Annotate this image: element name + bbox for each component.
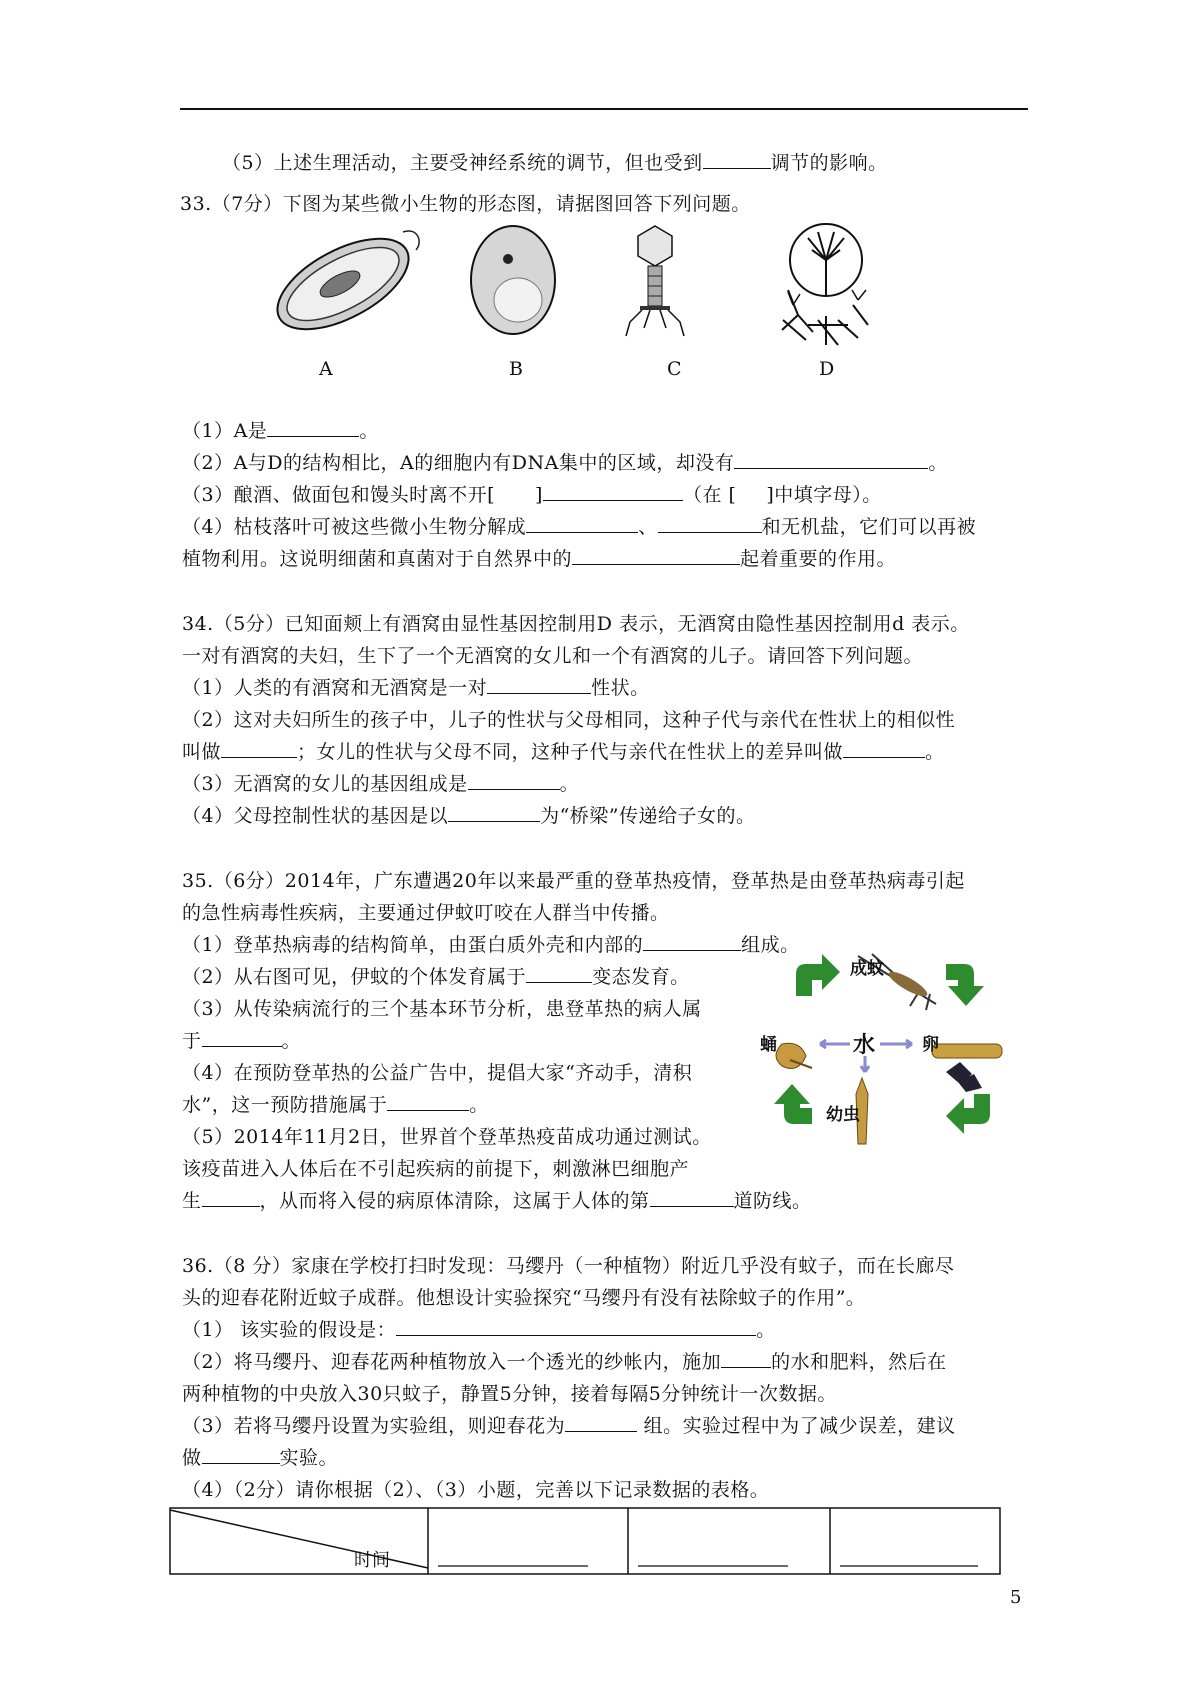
q36-part2: （2）将马缨丹、迎春花两种植物放入一个透光的纱帐内，施加 的水和肥料，然后在 bbox=[182, 1347, 947, 1377]
q35-part1: （1）登革热病毒的结构简单，由蛋白质外壳和内部的 组成。 bbox=[182, 930, 800, 960]
q34-stem-line2: 一对有酒窝的夫妇，生下了一个无酒窝的女儿和一个有酒窝的儿子。请回答下列问题。 bbox=[182, 645, 924, 667]
q34-part3: （3）无酒窝的女儿的基因组成是 。 bbox=[182, 769, 579, 799]
q36-part2-cont: 两种植物的中央放入30只蚊子，静置5分钟，接着每隔5分钟统计一次数据。 bbox=[182, 1383, 837, 1405]
q35-stem-line2: 的急性病毒性疾病，主要通过伊蚊叮咬在人群当中传播。 bbox=[182, 902, 670, 924]
q36-stem-line2: 头的迎春花附近蚊子成群。他想设计实验探究“马缨丹有没有祛除蚊子的作用”。 bbox=[182, 1287, 866, 1309]
egg-icon bbox=[946, 1062, 982, 1092]
q35-part4: （4）在预防登革热的公益广告中，提倡大家“齐动手，清积 bbox=[182, 1062, 693, 1084]
figure-label-d: D bbox=[819, 358, 835, 380]
q34-part1: （1）人类的有酒窝和无酒窝是一对 性状。 bbox=[182, 673, 650, 703]
cycle-arrow-icon bbox=[774, 1084, 812, 1124]
q35-part4-cont: 水”，这一预防措施属于 。 bbox=[182, 1090, 489, 1120]
q33-part4: （4）枯枝落叶可被这些微小生物分解成 、 和无机盐，它们可以再被 bbox=[182, 512, 976, 542]
q36-part3: （3）若将马缨丹设置为实验组，则迎春花为 组。实验过程中为了减少误差，建议 bbox=[182, 1411, 956, 1441]
table-header-time: 时间 bbox=[354, 1550, 390, 1571]
cycle-arrow-icon bbox=[946, 1094, 990, 1134]
yeast-figure bbox=[468, 224, 558, 336]
cycle-arrow-icon bbox=[796, 954, 840, 996]
q36-part3-cont: 做 实验。 bbox=[182, 1443, 338, 1473]
q35-part3-cont: 于 。 bbox=[182, 1026, 301, 1056]
q35-part5: （5）2014年11月2日，世界首个登革热疫苗成功通过测试。 bbox=[182, 1126, 712, 1148]
cycle-label-pupa: 蛹 bbox=[760, 1035, 777, 1055]
figure-label-c: C bbox=[667, 358, 682, 380]
header-rule bbox=[180, 108, 1028, 110]
q34-part2: （2）这对夫妇所生的孩子中，儿子的性状与父母相同，这种子代与亲代在性状上的相似性 bbox=[182, 709, 956, 731]
mosquito-life-cycle-diagram bbox=[760, 944, 1024, 1164]
page-number: 5 bbox=[1010, 1587, 1022, 1608]
q35-part2: （2）从右图可见，伊蚊的个体发育属于 变态发育。 bbox=[182, 962, 690, 992]
q33-part4-cont: 植物利用。这说明细菌和真菌对于自然界中的 起着重要的作用。 bbox=[182, 544, 896, 574]
cycle-label-adult: 成蚊 bbox=[850, 959, 884, 979]
cycle-label-egg: 卵 bbox=[922, 1035, 939, 1055]
q33-stem: 33.（7分）下图为某些微小生物的形态图，请据图回答下列问题。 bbox=[180, 193, 751, 215]
q36-part1: （1） 该实验的假设是： 。 bbox=[182, 1315, 776, 1345]
egg-raft-icon bbox=[932, 1044, 1002, 1058]
q34-part4: （4）父母控制性状的基因是以 为“桥梁”传递给子女的。 bbox=[182, 801, 756, 831]
q35-part5-cont2: 生 ，从而将入侵的病原体清除，这属于人体的第 道防线。 bbox=[182, 1186, 812, 1216]
data-table bbox=[170, 1508, 1002, 1576]
bacterium-figure bbox=[268, 222, 428, 332]
cycle-label-water: 水 bbox=[853, 1033, 876, 1058]
q32-part5: （5）上述生理活动，主要受神经系统的调节，但也受到 调节的影响。 bbox=[222, 148, 888, 178]
q36-part4: （4）（2分）请你根据（2）、（3）小题，完善以下记录数据的表格。 bbox=[182, 1479, 770, 1501]
cycle-arrow-icon bbox=[946, 964, 984, 1006]
q33-part2: （2）A与D的结构相比，A的细胞内有DNA集中的区域，却没有 。 bbox=[182, 448, 948, 478]
q33-part3: （3）酿酒、做面包和馒头时离不开[ ] （在 [ ]中填字母）。 bbox=[182, 480, 882, 510]
figure-label-b: B bbox=[509, 358, 523, 380]
q35-stem-line1: 35.（6分）2014年，广东遭遇20年以来最严重的登革热疫情，登革热是由登革热病毒引起 bbox=[182, 870, 965, 892]
q33-part1: （1）A是 。 bbox=[182, 416, 379, 446]
figure-label-a: A bbox=[319, 358, 333, 380]
q35-part3: （3）从传染病流行的三个基本环节分析，患登革热的病人属 bbox=[182, 998, 702, 1020]
q34-stem-line1: 34.（5分）已知面颊上有酒窝由显性基因控制用D 表示，无酒窝由隐性基因控制用d 表示。 bbox=[182, 613, 970, 635]
cycle-label-larva: 幼虫 bbox=[826, 1105, 860, 1125]
q34-part2-cont: 叫做 ；女儿的性状与父母不同，这种子代与亲代在性状上的差异叫做 。 bbox=[182, 737, 945, 767]
virus-figure bbox=[620, 222, 690, 340]
mold-figure bbox=[778, 220, 874, 350]
q36-stem-line1: 36.（8 分）家康在学校打扫时发现：马缨丹（一种植物）附近几乎没有蚊子，而在长廊尽 bbox=[182, 1255, 955, 1277]
q35-part5-cont: 该疫苗进入人体后在不引起疾病的前提下，刺激淋巴细胞产 bbox=[182, 1158, 690, 1180]
